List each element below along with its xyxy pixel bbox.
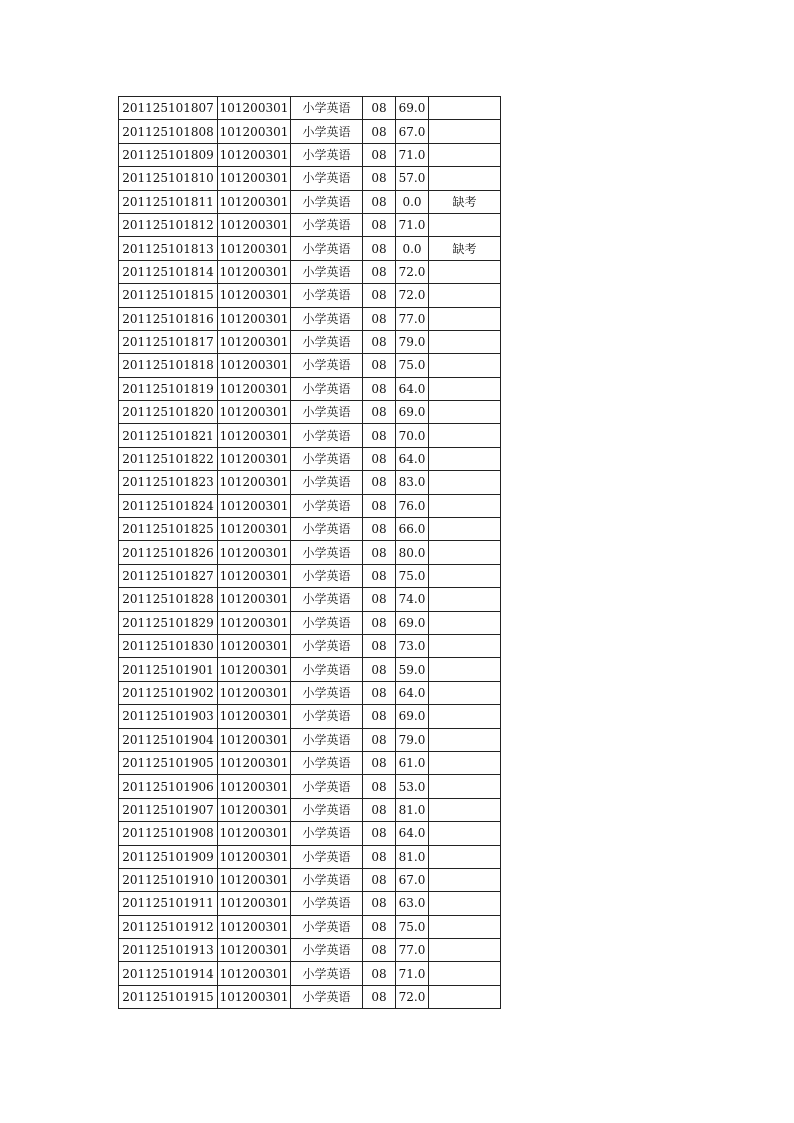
group-cell: 08 (363, 471, 396, 494)
group-cell: 08 (363, 494, 396, 517)
subject-cell: 小学英语 (291, 424, 363, 447)
group-cell: 08 (363, 564, 396, 587)
candidate-number-cell: 201125101827 (119, 564, 218, 587)
table-row (119, 167, 501, 190)
subject-cell: 小学英语 (291, 798, 363, 821)
candidate-number-cell: 201125101821 (119, 424, 218, 447)
group-cell: 08 (363, 822, 396, 845)
candidate-number-cell: 201125101812 (119, 213, 218, 236)
table-row (119, 845, 501, 868)
table-row (119, 985, 501, 1008)
table-row (119, 307, 501, 330)
candidate-number-cell: 201125101913 (119, 939, 218, 962)
remark-cell (429, 143, 501, 166)
position-code-cell: 101200301 (218, 892, 291, 915)
position-code-cell: 101200301 (218, 915, 291, 938)
subject-cell: 小学英语 (291, 611, 363, 634)
group-cell: 08 (363, 120, 396, 143)
table-row (119, 634, 501, 657)
score-cell: 83.0 (396, 471, 429, 494)
candidate-number-cell: 201125101903 (119, 705, 218, 728)
position-code-cell: 101200301 (218, 845, 291, 868)
group-cell: 08 (363, 845, 396, 868)
table-row (119, 892, 501, 915)
position-code-cell: 101200301 (218, 143, 291, 166)
score-cell: 81.0 (396, 798, 429, 821)
table-row (119, 260, 501, 283)
remark-cell: 缺考 (429, 237, 501, 260)
remark-cell (429, 798, 501, 821)
remark-cell (429, 354, 501, 377)
table-row (119, 611, 501, 634)
subject-cell: 小学英语 (291, 143, 363, 166)
subject-cell: 小学英语 (291, 518, 363, 541)
subject-cell: 小学英语 (291, 97, 363, 120)
position-code-cell: 101200301 (218, 377, 291, 400)
group-cell: 08 (363, 167, 396, 190)
position-code-cell: 101200301 (218, 775, 291, 798)
group-cell: 08 (363, 424, 396, 447)
table-row (119, 541, 501, 564)
score-cell: 71.0 (396, 213, 429, 236)
subject-cell: 小学英语 (291, 167, 363, 190)
remark-cell (429, 588, 501, 611)
table-row (119, 424, 501, 447)
candidate-number-cell: 201125101825 (119, 518, 218, 541)
candidate-number-cell: 201125101819 (119, 377, 218, 400)
position-code-cell: 101200301 (218, 588, 291, 611)
score-cell: 80.0 (396, 541, 429, 564)
subject-cell: 小学英语 (291, 494, 363, 517)
position-code-cell: 101200301 (218, 260, 291, 283)
subject-cell: 小学英语 (291, 541, 363, 564)
candidate-number-cell: 201125101814 (119, 260, 218, 283)
remark-cell (429, 213, 501, 236)
subject-cell: 小学英语 (291, 237, 363, 260)
remark-cell (429, 751, 501, 774)
position-code-cell: 101200301 (218, 518, 291, 541)
subject-cell: 小学英语 (291, 892, 363, 915)
candidate-number-cell: 201125101905 (119, 751, 218, 774)
score-cell: 75.0 (396, 564, 429, 587)
remark-cell (429, 985, 501, 1008)
remark-cell (429, 962, 501, 985)
candidate-number-cell: 201125101908 (119, 822, 218, 845)
score-cell: 64.0 (396, 822, 429, 845)
group-cell: 08 (363, 868, 396, 891)
position-code-cell: 101200301 (218, 985, 291, 1008)
candidate-number-cell: 201125101902 (119, 681, 218, 704)
position-code-cell: 101200301 (218, 798, 291, 821)
candidate-number-cell: 201125101816 (119, 307, 218, 330)
subject-cell: 小学英语 (291, 915, 363, 938)
remark-cell (429, 611, 501, 634)
subject-cell: 小学英语 (291, 447, 363, 470)
position-code-cell: 101200301 (218, 190, 291, 213)
group-cell: 08 (363, 401, 396, 424)
remark-cell (429, 892, 501, 915)
table-row (119, 658, 501, 681)
group-cell: 08 (363, 751, 396, 774)
table-row (119, 705, 501, 728)
score-cell: 67.0 (396, 120, 429, 143)
group-cell: 08 (363, 213, 396, 236)
remark-cell (429, 471, 501, 494)
candidate-number-cell: 201125101820 (119, 401, 218, 424)
score-cell: 64.0 (396, 681, 429, 704)
subject-cell: 小学英语 (291, 284, 363, 307)
score-cell: 59.0 (396, 658, 429, 681)
candidate-number-cell: 201125101813 (119, 237, 218, 260)
position-code-cell: 101200301 (218, 634, 291, 657)
table-row (119, 775, 501, 798)
table-row (119, 564, 501, 587)
candidate-number-cell: 201125101915 (119, 985, 218, 1008)
group-cell: 08 (363, 260, 396, 283)
table-row (119, 354, 501, 377)
group-cell: 08 (363, 237, 396, 260)
position-code-cell: 101200301 (218, 120, 291, 143)
candidate-number-cell: 201125101909 (119, 845, 218, 868)
score-cell: 72.0 (396, 260, 429, 283)
score-cell: 75.0 (396, 354, 429, 377)
table-row (119, 190, 501, 213)
group-cell: 08 (363, 705, 396, 728)
score-cell: 76.0 (396, 494, 429, 517)
remark-cell (429, 681, 501, 704)
candidate-number-cell: 201125101910 (119, 868, 218, 891)
position-code-cell: 101200301 (218, 213, 291, 236)
subject-cell: 小学英语 (291, 307, 363, 330)
table-row (119, 447, 501, 470)
group-cell: 08 (363, 985, 396, 1008)
subject-cell: 小学英语 (291, 377, 363, 400)
remark-cell (429, 401, 501, 424)
position-code-cell: 101200301 (218, 728, 291, 751)
group-cell: 08 (363, 307, 396, 330)
table-row (119, 284, 501, 307)
score-cell: 74.0 (396, 588, 429, 611)
group-cell: 08 (363, 775, 396, 798)
position-code-cell: 101200301 (218, 424, 291, 447)
subject-cell: 小学英语 (291, 939, 363, 962)
candidate-number-cell: 201125101811 (119, 190, 218, 213)
group-cell: 08 (363, 284, 396, 307)
score-cell: 67.0 (396, 868, 429, 891)
candidate-number-cell: 201125101906 (119, 775, 218, 798)
group-cell: 08 (363, 658, 396, 681)
group-cell: 08 (363, 143, 396, 166)
subject-cell: 小学英语 (291, 190, 363, 213)
table-row (119, 728, 501, 751)
score-cell: 72.0 (396, 985, 429, 1008)
table-row (119, 939, 501, 962)
remark-cell (429, 564, 501, 587)
score-cell: 53.0 (396, 775, 429, 798)
position-code-cell: 101200301 (218, 705, 291, 728)
group-cell: 08 (363, 962, 396, 985)
subject-cell: 小学英语 (291, 330, 363, 353)
subject-cell: 小学英语 (291, 681, 363, 704)
remark-cell (429, 939, 501, 962)
position-code-cell: 101200301 (218, 167, 291, 190)
position-code-cell: 101200301 (218, 751, 291, 774)
score-cell: 69.0 (396, 611, 429, 634)
subject-cell: 小学英语 (291, 985, 363, 1008)
candidate-number-cell: 201125101815 (119, 284, 218, 307)
subject-cell: 小学英语 (291, 471, 363, 494)
subject-cell: 小学英语 (291, 705, 363, 728)
table-row (119, 681, 501, 704)
group-cell: 08 (363, 588, 396, 611)
table-row (119, 588, 501, 611)
candidate-number-cell: 201125101817 (119, 330, 218, 353)
group-cell: 08 (363, 518, 396, 541)
remark-cell (429, 97, 501, 120)
position-code-cell: 101200301 (218, 494, 291, 517)
table-row (119, 798, 501, 821)
score-cell: 64.0 (396, 377, 429, 400)
remark-cell (429, 307, 501, 330)
position-code-cell: 101200301 (218, 681, 291, 704)
candidate-number-cell: 201125101912 (119, 915, 218, 938)
candidate-number-cell: 201125101823 (119, 471, 218, 494)
table-row (119, 518, 501, 541)
table-row (119, 868, 501, 891)
score-cell: 0.0 (396, 190, 429, 213)
position-code-cell: 101200301 (218, 284, 291, 307)
score-cell: 75.0 (396, 915, 429, 938)
candidate-number-cell: 201125101807 (119, 97, 218, 120)
group-cell: 08 (363, 377, 396, 400)
score-cell: 71.0 (396, 143, 429, 166)
score-cell: 63.0 (396, 892, 429, 915)
table-row (119, 237, 501, 260)
table-row (119, 377, 501, 400)
remark-cell (429, 634, 501, 657)
candidate-number-cell: 201125101830 (119, 634, 218, 657)
remark-cell (429, 915, 501, 938)
candidate-number-cell: 201125101810 (119, 167, 218, 190)
candidate-number-cell: 201125101808 (119, 120, 218, 143)
position-code-cell: 101200301 (218, 541, 291, 564)
remark-cell (429, 167, 501, 190)
score-cell: 79.0 (396, 330, 429, 353)
score-cell: 77.0 (396, 939, 429, 962)
table-row (119, 751, 501, 774)
subject-cell: 小学英语 (291, 822, 363, 845)
table-row (119, 120, 501, 143)
remark-cell (429, 260, 501, 283)
position-code-cell: 101200301 (218, 307, 291, 330)
candidate-number-cell: 201125101828 (119, 588, 218, 611)
table-row (119, 401, 501, 424)
subject-cell: 小学英语 (291, 728, 363, 751)
table-row (119, 471, 501, 494)
group-cell: 08 (363, 798, 396, 821)
score-cell: 57.0 (396, 167, 429, 190)
position-code-cell: 101200301 (218, 471, 291, 494)
subject-cell: 小学英语 (291, 354, 363, 377)
remark-cell (429, 120, 501, 143)
group-cell: 08 (363, 728, 396, 751)
group-cell: 08 (363, 447, 396, 470)
position-code-cell: 101200301 (218, 611, 291, 634)
position-code-cell: 101200301 (218, 939, 291, 962)
score-cell: 71.0 (396, 962, 429, 985)
remark-cell (429, 868, 501, 891)
score-cell: 77.0 (396, 307, 429, 330)
position-code-cell: 101200301 (218, 330, 291, 353)
table-row (119, 97, 501, 120)
remark-cell (429, 518, 501, 541)
remark-cell (429, 705, 501, 728)
score-cell: 69.0 (396, 401, 429, 424)
remark-cell (429, 330, 501, 353)
remark-cell (429, 658, 501, 681)
subject-cell: 小学英语 (291, 120, 363, 143)
subject-cell: 小学英语 (291, 588, 363, 611)
remark-cell (429, 775, 501, 798)
score-cell: 66.0 (396, 518, 429, 541)
group-cell: 08 (363, 892, 396, 915)
score-table (118, 96, 501, 1009)
score-cell: 69.0 (396, 705, 429, 728)
group-cell: 08 (363, 611, 396, 634)
subject-cell: 小学英语 (291, 634, 363, 657)
score-cell: 73.0 (396, 634, 429, 657)
position-code-cell: 101200301 (218, 658, 291, 681)
position-code-cell: 101200301 (218, 868, 291, 891)
score-cell: 61.0 (396, 751, 429, 774)
score-cell: 64.0 (396, 447, 429, 470)
candidate-number-cell: 201125101822 (119, 447, 218, 470)
remark-cell (429, 541, 501, 564)
group-cell: 08 (363, 330, 396, 353)
subject-cell: 小学英语 (291, 868, 363, 891)
subject-cell: 小学英语 (291, 845, 363, 868)
subject-cell: 小学英语 (291, 751, 363, 774)
position-code-cell: 101200301 (218, 354, 291, 377)
group-cell: 08 (363, 939, 396, 962)
candidate-number-cell: 201125101826 (119, 541, 218, 564)
candidate-number-cell: 201125101901 (119, 658, 218, 681)
candidate-number-cell: 201125101911 (119, 892, 218, 915)
remark-cell (429, 424, 501, 447)
remark-cell (429, 845, 501, 868)
score-table-body (119, 97, 501, 1009)
candidate-number-cell: 201125101809 (119, 143, 218, 166)
candidate-number-cell: 201125101914 (119, 962, 218, 985)
remark-cell (429, 494, 501, 517)
position-code-cell: 101200301 (218, 401, 291, 424)
table-row (119, 143, 501, 166)
group-cell: 08 (363, 915, 396, 938)
group-cell: 08 (363, 190, 396, 213)
group-cell: 08 (363, 541, 396, 564)
position-code-cell: 101200301 (218, 97, 291, 120)
candidate-number-cell: 201125101818 (119, 354, 218, 377)
table-row (119, 494, 501, 517)
position-code-cell: 101200301 (218, 822, 291, 845)
remark-cell (429, 284, 501, 307)
subject-cell: 小学英语 (291, 775, 363, 798)
score-cell: 72.0 (396, 284, 429, 307)
position-code-cell: 101200301 (218, 237, 291, 260)
candidate-number-cell: 201125101829 (119, 611, 218, 634)
subject-cell: 小学英语 (291, 213, 363, 236)
position-code-cell: 101200301 (218, 564, 291, 587)
subject-cell: 小学英语 (291, 658, 363, 681)
table-row (119, 962, 501, 985)
score-cell: 79.0 (396, 728, 429, 751)
remark-cell (429, 377, 501, 400)
candidate-number-cell: 201125101907 (119, 798, 218, 821)
candidate-number-cell: 201125101824 (119, 494, 218, 517)
position-code-cell: 101200301 (218, 962, 291, 985)
subject-cell: 小学英语 (291, 260, 363, 283)
remark-cell (429, 822, 501, 845)
remark-cell (429, 728, 501, 751)
remark-cell (429, 447, 501, 470)
candidate-number-cell: 201125101904 (119, 728, 218, 751)
group-cell: 08 (363, 634, 396, 657)
score-cell: 81.0 (396, 845, 429, 868)
table-row (119, 915, 501, 938)
subject-cell: 小学英语 (291, 564, 363, 587)
table-row (119, 330, 501, 353)
table-row (119, 822, 501, 845)
subject-cell: 小学英语 (291, 401, 363, 424)
score-cell: 70.0 (396, 424, 429, 447)
table-row (119, 213, 501, 236)
remark-cell: 缺考 (429, 190, 501, 213)
position-code-cell: 101200301 (218, 447, 291, 470)
group-cell: 08 (363, 354, 396, 377)
subject-cell: 小学英语 (291, 962, 363, 985)
group-cell: 08 (363, 681, 396, 704)
group-cell: 08 (363, 97, 396, 120)
score-cell: 0.0 (396, 237, 429, 260)
score-cell: 69.0 (396, 97, 429, 120)
